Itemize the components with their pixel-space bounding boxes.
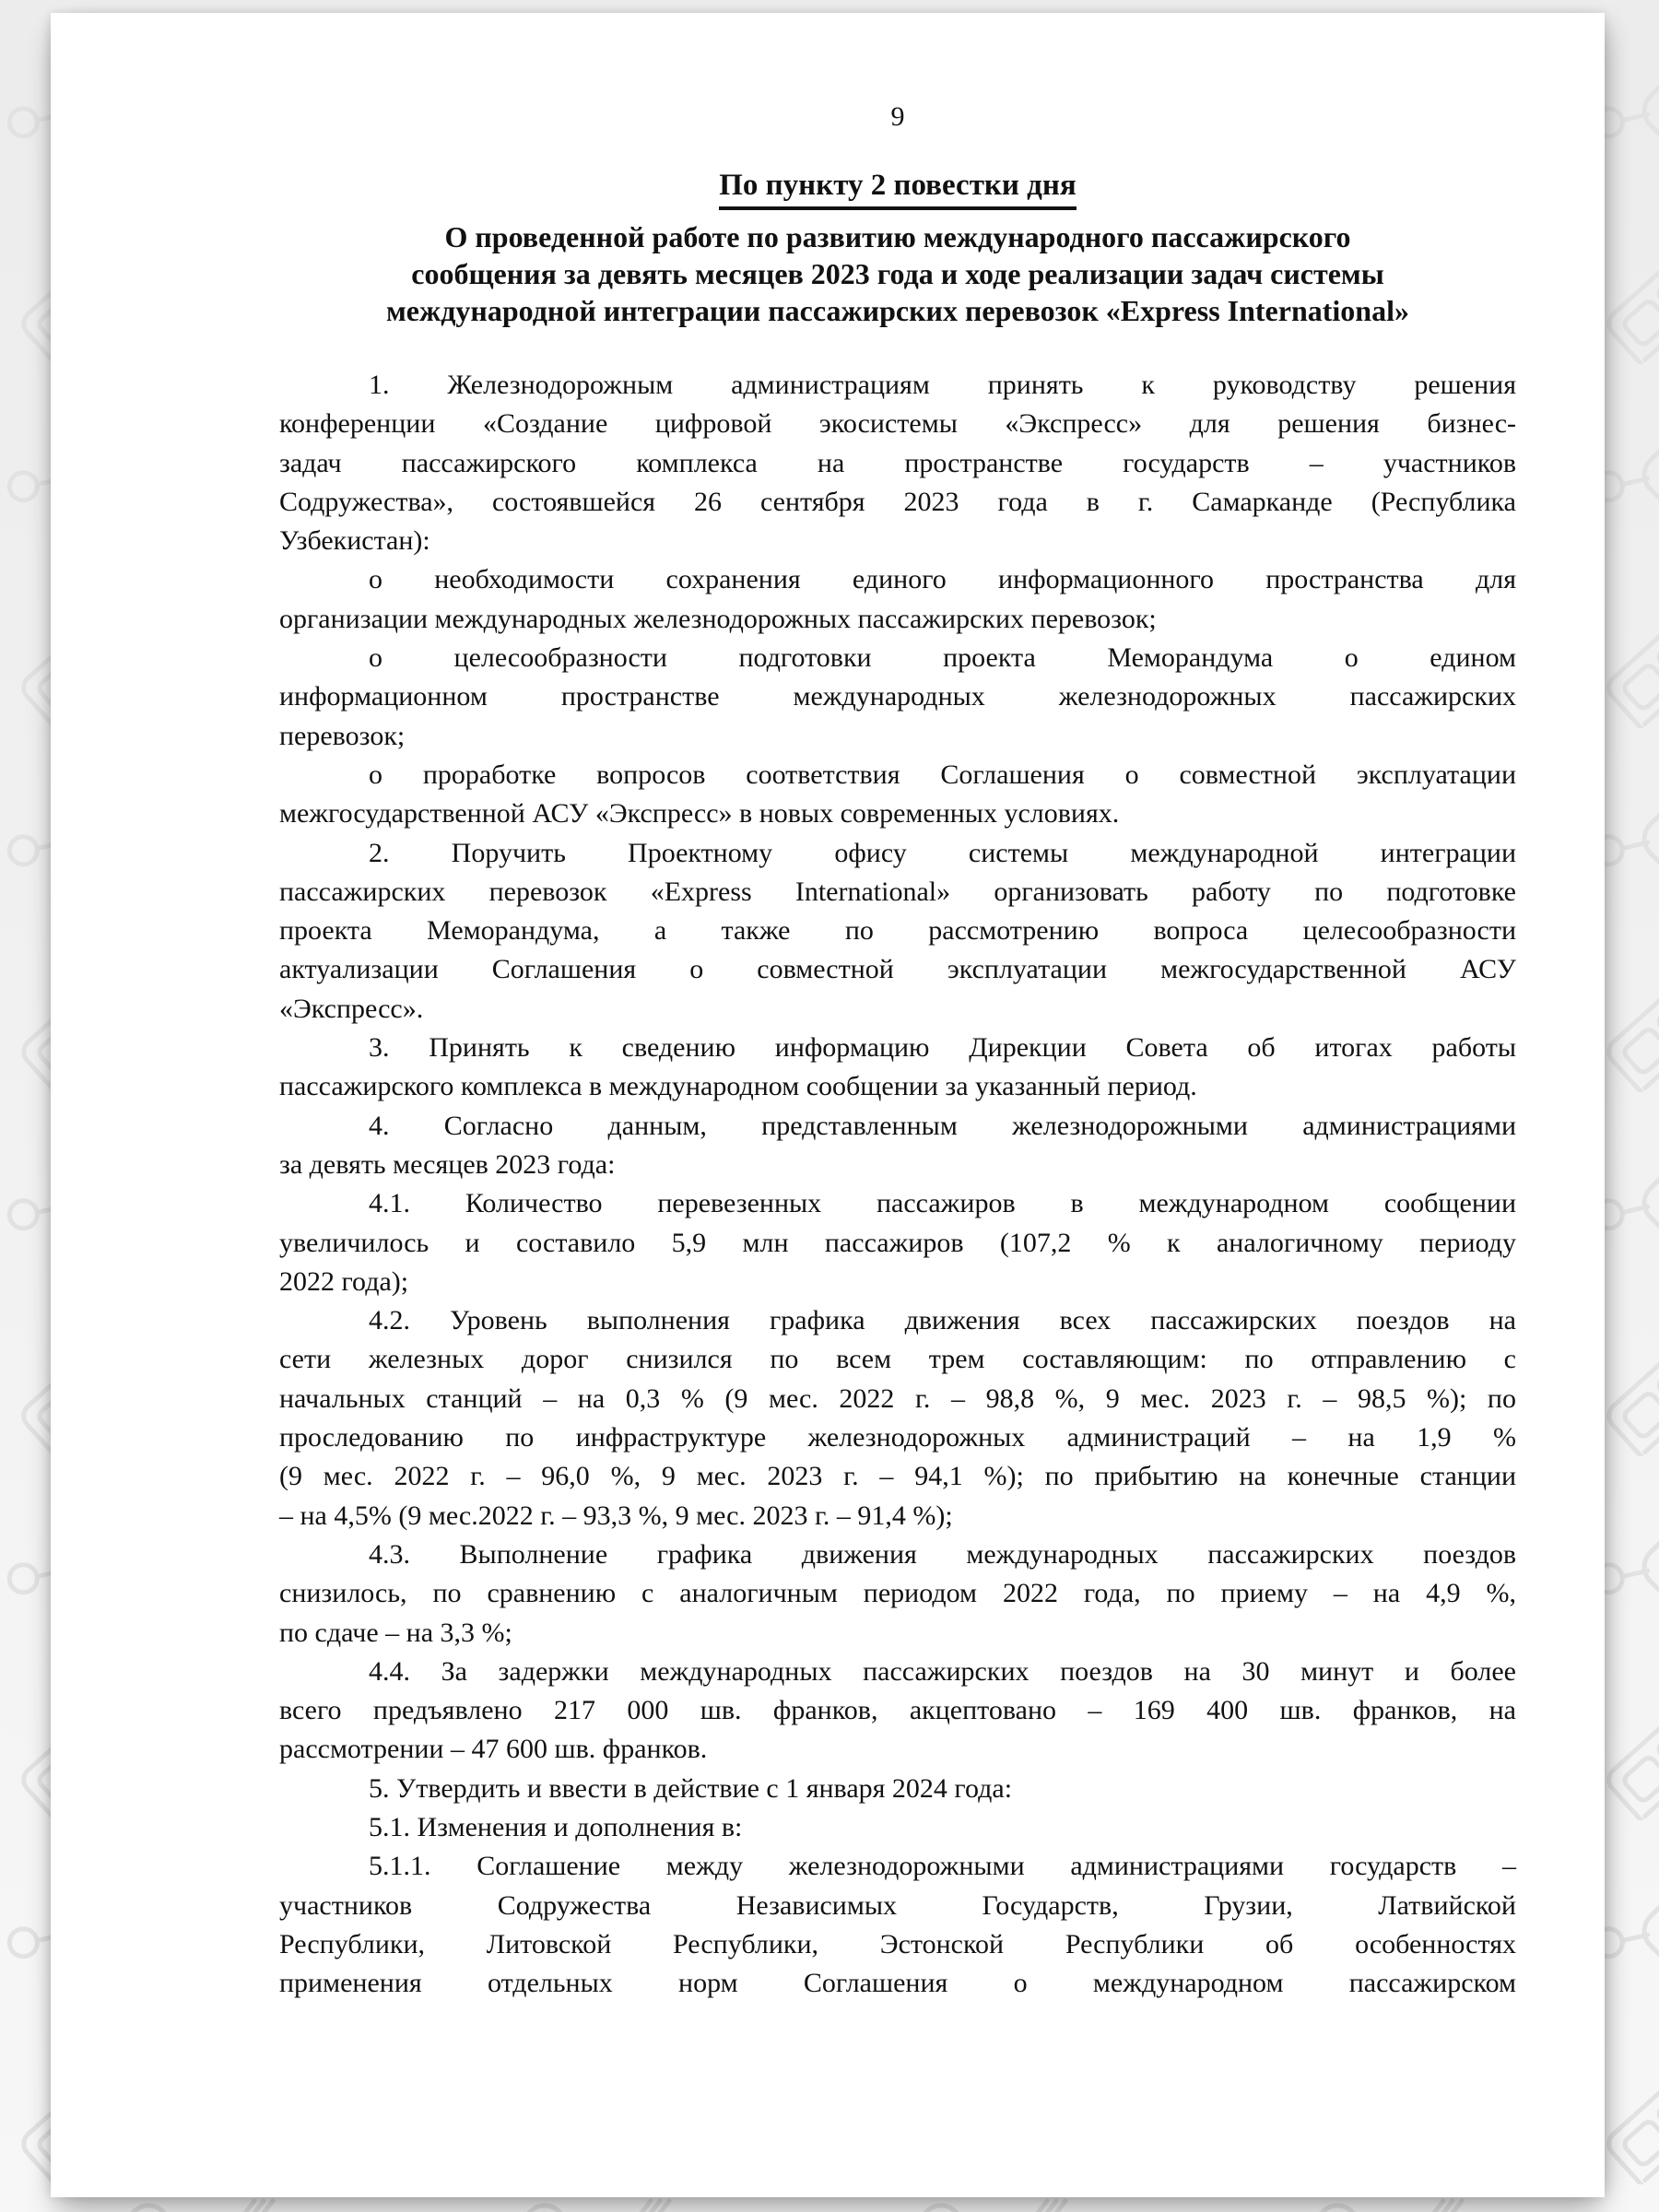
paragraph <box>279 756 1516 834</box>
paragraph <box>279 1029 1516 1107</box>
text-line: пассажирского комплекса в международном сообщении за указанный период. <box>279 1071 1197 1102</box>
text-line: увеличилось и составило 5,9 млн пассажиров (107,2 % к аналогичному периоду <box>279 1227 1516 1258</box>
text-line: рассмотрении – 47 600 шв. франков. <box>279 1734 708 1765</box>
text-line: «Экспресс». <box>279 993 424 1024</box>
text-line: 5.1.1. Соглашение между железнодорожными администрациями государств – <box>369 1851 1516 1882</box>
text-line: о проработке вопросов соответствия Соглашения о совместной эксплуатации <box>369 759 1516 790</box>
text-line: 4. Согласно данным, представленным железнодорожными администрациями <box>369 1110 1516 1141</box>
text-line: пассажирских перевозок «Express International» организовать работу по подготовке <box>279 876 1516 907</box>
text-line: актуализации Соглашения о совместной эксплуатации межгосударственной АСУ <box>279 954 1516 985</box>
text-line: 5.1. Изменения и дополнения в: <box>369 1811 743 1842</box>
document-page <box>51 13 1605 2197</box>
text-line: всего предъявлено 217 000 шв. франков, акцептовано – 169 400 шв. франков, на <box>279 1695 1516 1726</box>
text-line: 2. Поручить Проектному офису системы международной интеграции <box>369 837 1516 868</box>
paragraph <box>279 1808 1516 1847</box>
paragraph <box>279 1184 1516 1301</box>
text-line: применения отдельных норм Соглашения о международном пассажирском <box>279 1968 1516 1999</box>
text-line: проекта Меморандума, а также по рассмотрению вопроса целесообразности <box>279 915 1516 947</box>
text-line: 5. Утвердить и ввести в действие с 1 января 2024 года: <box>369 1772 1013 1804</box>
text-line: организации международных железнодорожных пассажирских перевозок; <box>279 603 1157 634</box>
text-line: 4.2. Уровень выполнения графика движения всех пассажирских поездов на <box>369 1305 1516 1336</box>
text-line: 1. Железнодорожным администрациям принять к руководству решения <box>369 370 1516 400</box>
text-line: за девять месяцев 2023 года: <box>279 1148 616 1180</box>
title-line: международной интеграции пассажирских перевозок «Express International» <box>386 294 1409 327</box>
paragraph <box>279 1770 1516 1808</box>
paragraph <box>279 1107 1516 1185</box>
paragraph <box>279 366 1516 560</box>
text-line: (9 мес. 2022 г. – 96,0 %, 9 мес. 2023 г. – 94,1 %); по прибытию на конечные станции <box>279 1461 1516 1492</box>
text-line: Республики, Литовской Республики, Эстонской Республики об особенностях <box>279 1928 1516 1959</box>
text-line: задач пассажирского комплекса на пространстве государств – участников <box>279 447 1516 478</box>
text-line: участников Содружества Независимых Государств, Грузии, Латвийской <box>279 1889 1516 1921</box>
document-content <box>279 13 1516 2003</box>
text-line: проследованию по инфраструктуре железнодорожных администраций – на 1,9 % <box>279 1422 1516 1453</box>
text-line: Содружества», состоявшейся 26 сентября 2023 года в г. Самарканде (Республика <box>279 486 1516 517</box>
text-line: 3. Принять к сведению информацию Дирекции Совета об итогах работы <box>369 1032 1516 1064</box>
text-line: межгосударственной АСУ «Экспресс» в новых современных условиях. <box>279 798 1120 830</box>
text-line: снизилось, по сравнению с аналогичным периодом 2022 года, по приему – на 4,9 %, <box>279 1578 1516 1609</box>
document-title <box>279 218 1516 329</box>
text-line: о целесообразности подготовки проекта Меморандума о едином <box>369 642 1516 674</box>
paragraph <box>279 1535 1516 1653</box>
text-line: о необходимости сохранения единого информационного пространства для <box>369 564 1516 595</box>
text-line: конференции «Создание цифровой экосистемы «Экспресс» для решения бизнес- <box>279 408 1516 440</box>
text-line: начальных станций – на 0,3 % (9 мес. 2022 г. – 98,8 %, 9 мес. 2023 г. – 98,5 %); по <box>279 1382 1516 1414</box>
text-line: 4.3. Выполнение графика движения международных пассажирских поездов <box>369 1538 1516 1570</box>
page-number: 9 <box>890 101 905 132</box>
paragraph <box>279 1653 1516 1770</box>
title-line: сообщения за девять месяцев 2023 года и ходе реализации задач системы <box>411 257 1384 290</box>
text-line: информационном пространстве международных железнодорожных пассажирских <box>279 681 1516 712</box>
text-line: 2022 года); <box>279 1265 409 1297</box>
agenda-item-heading <box>279 167 1516 210</box>
paragraph <box>279 639 1516 756</box>
text-line: перевозок; <box>279 720 406 751</box>
paragraph <box>279 834 1516 1029</box>
text-line: Узбекистан): <box>279 525 430 557</box>
paragraph <box>279 1301 1516 1535</box>
title-line: О проведенной работе по развитию международного пассажирского <box>444 220 1351 253</box>
text-line: по сдаче – на 3,3 %; <box>279 1617 512 1648</box>
text-line: 4.4. За задержки международных пассажирских поездов на 30 минут и более <box>369 1655 1516 1687</box>
agenda-item-heading-text: По пункту 2 повестки дня <box>719 167 1077 210</box>
paragraph <box>279 1847 1516 2003</box>
text-line: – на 4,5% (9 мес.2022 г. – 93,3 %, 9 мес. 2023 г. – 91,4 %); <box>279 1500 953 1531</box>
paragraph <box>279 560 1516 639</box>
document-body <box>279 366 1516 2003</box>
text-line: сети железных дорог снизился по всем трем составляющим: по отправлению с <box>279 1344 1516 1375</box>
text-line: 4.1. Количество перевезенных пассажиров в международном сообщении <box>369 1188 1516 1219</box>
